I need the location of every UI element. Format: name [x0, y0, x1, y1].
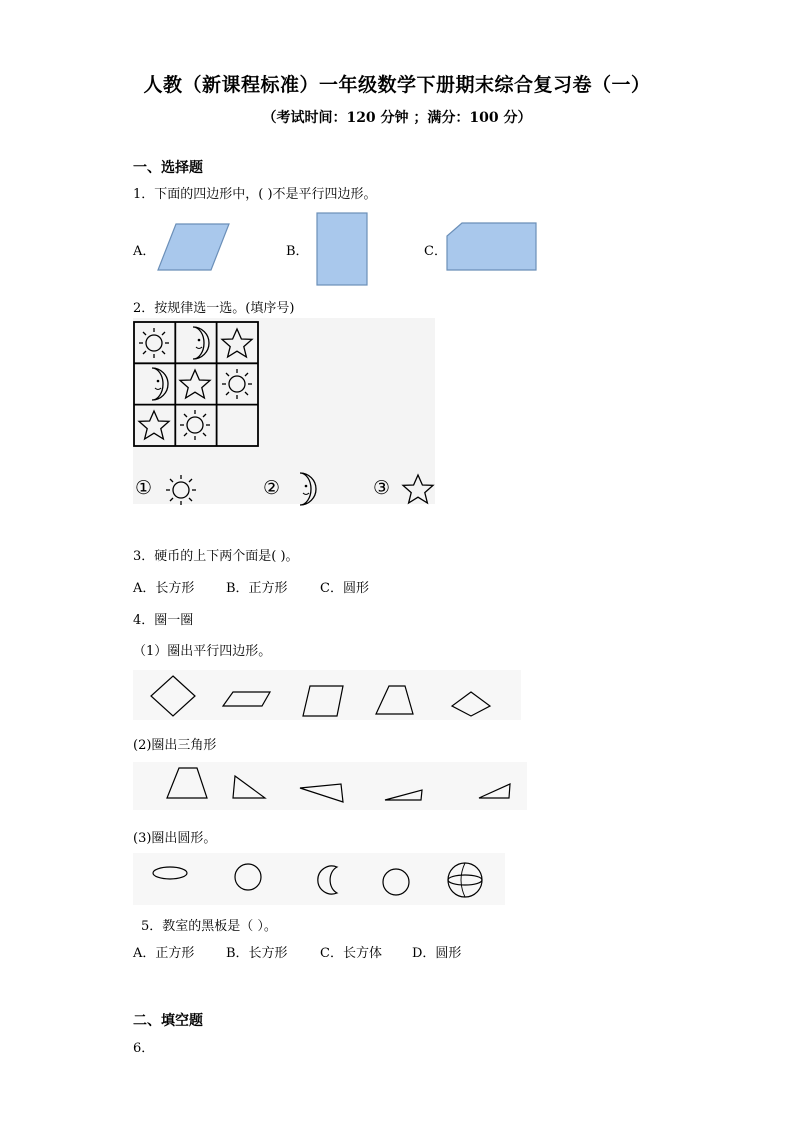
q2-choice-2-moon-icon: [288, 470, 324, 508]
q4-part2-shapes: [133, 762, 527, 810]
star-icon: [222, 329, 252, 357]
question-6-text: 6．: [133, 1041, 155, 1056]
q1-option-b-rectangle-shape: [316, 212, 368, 286]
q5-option-c: C．长方体: [320, 946, 382, 961]
section-heading-choice: 一、选择题: [133, 160, 203, 176]
q3-option-c: C．圆形: [320, 581, 369, 596]
q1-option-b-label: B．: [286, 244, 309, 259]
star-icon: [139, 411, 169, 439]
question-4-part-1: （1）圈出平行四边形。: [133, 644, 272, 659]
question-4-text: 4．圈一圈: [133, 613, 194, 628]
sun-icon: [180, 410, 210, 440]
moon-icon: [152, 368, 168, 400]
question-5-text: 5．教室的黑板是（ ）。: [141, 919, 277, 934]
question-3-text: 3．硬币的上下两个面是( )。: [133, 549, 299, 564]
question-2-text: 2．按规律选一选。(填序号): [133, 301, 295, 316]
q2-choice-2-label: ②: [263, 477, 281, 499]
exam-info: （考试时间：120 分钟 ；满分：100 分）: [262, 110, 532, 126]
q2-choice-1-label: ①: [135, 477, 153, 499]
moon-icon: [193, 327, 209, 359]
question-4-part-3: (3)圈出圆形。: [133, 831, 217, 846]
q2-choice-3-star-icon: [400, 471, 436, 507]
q2-choice-1-sun-icon: [163, 472, 199, 508]
q2-choice-3-label: ③: [373, 477, 391, 499]
question-4-part-2: (2)圈出三角形: [133, 738, 217, 753]
page-title: 人教（新课程标准）一年级数学下册期末综合复习卷（一）: [143, 74, 651, 96]
q2-pattern-grid: [133, 321, 259, 447]
q5-option-a: A．正方形: [133, 946, 195, 961]
q1-option-c-label: C．: [424, 244, 447, 259]
q1-option-a-parallelogram-shape: [156, 221, 232, 273]
question-1-text: 1．下面的四边形中，( )不是平行四边形。: [133, 187, 377, 202]
q3-option-b: B．正方形: [226, 581, 288, 596]
q1-option-a-label: A．: [133, 244, 156, 259]
sun-icon: [222, 369, 252, 399]
q5-option-d: D．圆形: [412, 946, 462, 961]
q1-option-c-cut-rectangle-shape: [446, 222, 538, 272]
sun-icon: [139, 328, 169, 358]
star-icon: [180, 370, 210, 398]
q4-part3-shapes: [133, 853, 505, 905]
q4-part1-shapes: [133, 670, 521, 720]
q3-option-a: A．长方形: [133, 581, 195, 596]
section-heading-fill-blank: 二、填空题: [133, 1013, 203, 1029]
q5-option-b: B．长方形: [226, 946, 288, 961]
